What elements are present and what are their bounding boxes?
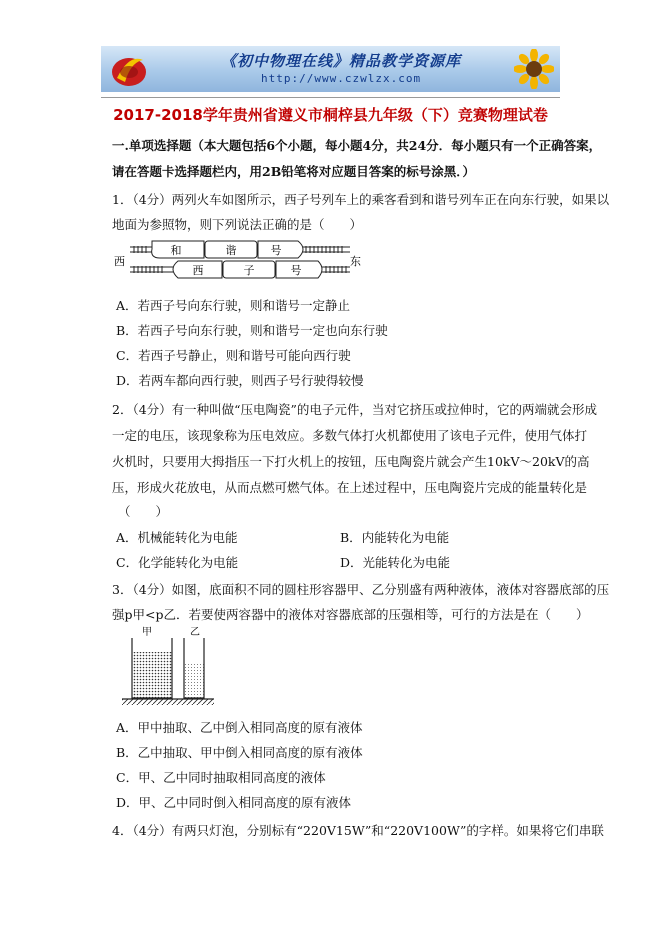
q2-option-a: A．机械能转化为电能 [116, 530, 238, 545]
q2-option-b: B．内能转化为电能 [340, 530, 450, 545]
q1-text-line-1: 1．（4分）两列火车如图所示，西子号列车上的乘客看到和谐号列车正在向东行驶，如果以 [112, 192, 610, 207]
q3-option-d: D．甲、乙中同时倒入相同高度的原有液体 [116, 795, 352, 810]
sunflower-icon [514, 49, 554, 89]
train-top-car-3: 号 [270, 244, 282, 257]
q2-text-line-2: 一定的电压，该现象称为压电效应。多数气体打火机都使用了该电子元件，使用气体打 [112, 428, 588, 443]
q1-option-a: A．若西子号向东行驶，则和谐号一定静止 [116, 298, 351, 313]
section-heading-line-2: 请在答题卡选择题栏内，用2B铅笔将对应题目答案的标号涂黑．） [112, 164, 476, 179]
q2-option-c: C．化学能转化为电能 [116, 555, 239, 570]
q2-text-line-5: （ ） [118, 504, 169, 519]
q3-text-line-2: 强p甲<p乙．若要使两容器中的液体对容器底部的压强相等，可行的方法是在（ ） [112, 607, 589, 622]
document-title: 2017-2018学年贵州省遵义市桐梓县九年级（下）竞赛物理试卷 [113, 106, 548, 124]
site-logo-icon [107, 48, 153, 90]
banner-url: http://www.czwlzx.com [261, 72, 422, 85]
q1-option-b: B．若西子号向东行驶，则和谐号一定也向东行驶 [116, 323, 388, 338]
q2-text-line-1: 2．（4分）有一种叫做“压电陶瓷”的电子元件，当对它挤压或拉伸时，它的两端就会形成 [112, 402, 597, 417]
q3-container-figure [118, 624, 218, 706]
q3-option-b: B．乙中抽取、甲中倒入相同高度的原有液体 [116, 745, 363, 760]
banner-title: 《初中物理在线》精品教学资源库 [221, 52, 462, 70]
section-heading-line-1: 一.单项选择题（本大题包括6个小题，每小题4分，共24分．每小题只有一个正确答案， [112, 138, 602, 153]
container-a-label: 甲 [142, 627, 152, 638]
q3-option-c: C．甲、乙中同时抽取相同高度的液体 [116, 770, 326, 785]
train-bottom-car-1: 西 [192, 264, 204, 277]
q1-option-d: D．若两车都向西行驶，则西子号行驶得较慢 [116, 373, 364, 388]
q1-train-figure [112, 238, 362, 282]
train-top-car-1: 和 [170, 244, 182, 257]
q3-text-line-1: 3．（4分）如图，底面积不同的圆柱形容器甲、乙分别盛有两种液体，液体对容器底部的压 [112, 582, 610, 597]
train-bottom-car-3: 号 [290, 264, 302, 277]
header-banner [101, 46, 560, 92]
q1-text-line-2: 地面为参照物，则下列说法正确的是（ ） [112, 217, 363, 232]
q1-option-c: C．若西子号静止，则和谐号可能向西行驶 [116, 348, 351, 363]
q2-text-line-4: 压，形成火花放电，从而点燃可燃气体。在上述过程中，压电陶瓷片完成的能量转化是 [112, 480, 588, 495]
q2-text-line-3: 火机时，只要用大拇指压一下打火机上的按钮，压电陶瓷片就会产生10kV～20kV的高 [112, 454, 590, 469]
direction-west-label: 西 [114, 255, 125, 268]
q4-text-line-1: 4．（4分）有两只灯泡，分别标有“220V15W”和“220V100W”的字样。如果将它们串联 [112, 823, 604, 838]
q2-option-d: D．光能转化为电能 [340, 555, 451, 570]
train-top-car-2: 谐 [225, 244, 237, 257]
header-rule [101, 97, 560, 98]
direction-east-label: 东 [350, 255, 361, 268]
container-b-label: 乙 [190, 627, 200, 638]
q3-option-a: A．甲中抽取、乙中倒入相同高度的原有液体 [116, 720, 363, 735]
train-bottom-car-2: 子 [243, 264, 255, 277]
